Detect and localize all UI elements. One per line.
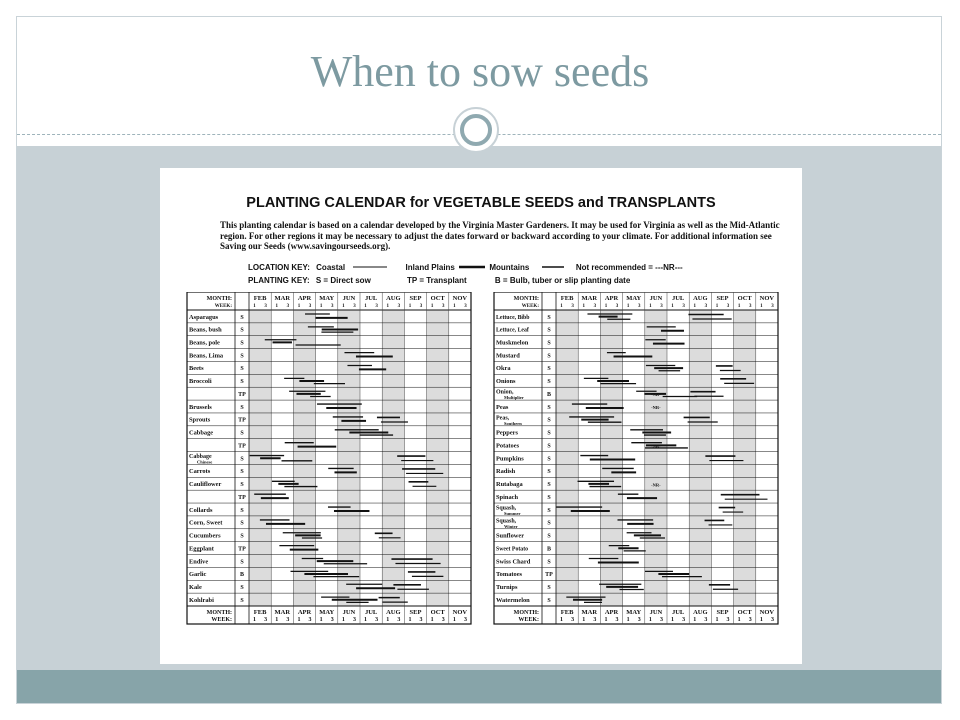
planting-code: S [547, 430, 551, 437]
week-number: 1 [297, 304, 301, 309]
week-number: 1 [341, 617, 345, 623]
planting-code: S [240, 404, 244, 411]
crop-subname: Multiplier [504, 395, 524, 401]
crop-name: Asparagus [189, 313, 219, 321]
planting-code: S [547, 469, 551, 476]
table-row [496, 404, 661, 411]
table-row [189, 520, 305, 527]
month-apr: APR [297, 295, 312, 302]
week-number: 1 [430, 617, 434, 623]
planting-code: B [546, 391, 552, 398]
planting-code: TP [238, 443, 246, 450]
month-label: MONTH: [513, 296, 539, 302]
crop-name: Peas [496, 403, 509, 411]
planting-key-direct-sow: S = Direct sow [315, 276, 371, 285]
crop-name: Lettuce, Bibb [496, 314, 530, 321]
week-number: 1 [319, 304, 323, 309]
planting-code: S [240, 597, 244, 604]
crop-name: Potatoes [496, 442, 520, 450]
planting-code: S [240, 353, 244, 360]
not-recommended-mark: -NR- [651, 392, 661, 398]
month-may: MAY [626, 295, 642, 302]
week-number: 3 [397, 304, 401, 309]
week-number: 3 [749, 304, 752, 309]
slide-title: When to sow seeds [310, 47, 650, 96]
planting-code: S [547, 456, 551, 463]
crop-name: Radish [496, 468, 516, 476]
crop-name: Turnips [496, 584, 518, 592]
planting-code: S [240, 456, 244, 463]
document-title: PLANTING CALENDAR for VEGETABLE SEEDS and TRANSPLANTS [246, 195, 716, 211]
crop-name: Lettuce, Leaf [496, 327, 529, 334]
planting-code: S [547, 507, 551, 514]
week-number: 3 [660, 304, 663, 309]
crop-name: Garlic [189, 571, 207, 579]
month-sep: SEP [716, 295, 729, 302]
month-label: MONTH: [513, 610, 539, 616]
planting-key [248, 276, 630, 285]
week-number: 3 [397, 617, 401, 623]
month-label: MONTH: [206, 296, 232, 302]
crop-subname: Chinese [197, 459, 213, 465]
table-row [496, 494, 767, 501]
planting-code: S [547, 533, 551, 540]
month-jun: JUN [649, 295, 663, 302]
planting-code: S [240, 507, 244, 514]
crop-name: Muskmelon [496, 339, 529, 347]
crop-name: Brussels [189, 403, 212, 411]
week-number: 1 [604, 304, 608, 309]
week-number: 1 [319, 617, 323, 623]
month-feb: FEB [253, 609, 267, 616]
crop-name: Mustard [496, 352, 520, 360]
week-number: 1 [560, 304, 563, 309]
month-nov: NOV [759, 609, 775, 616]
table-row [496, 533, 665, 540]
planting-code: B [546, 546, 552, 553]
week-number: 3 [571, 617, 575, 623]
week-number: 3 [375, 617, 379, 623]
planting-code: S [547, 494, 551, 501]
crop-name: Beans, Lima [189, 352, 224, 360]
divider-circle-ornament [453, 107, 499, 153]
crop-subname: Winter [504, 523, 518, 529]
planting-key-bulb: B = Bulb, tuber or slip planting date [494, 276, 631, 285]
not-recommended-mark: -NR- [651, 443, 661, 449]
week-number: 1 [693, 304, 696, 309]
crop-name: Cauliflower [189, 481, 222, 489]
week-number: 1 [671, 304, 674, 309]
table-row [189, 327, 358, 334]
crop-name: Endive [189, 558, 209, 566]
crop-name: Sweet Potato [496, 546, 529, 553]
crop-name: Cabbage [189, 454, 212, 460]
month-nov: NOV [452, 609, 468, 616]
week-number: 3 [615, 617, 619, 623]
crop-name: Onion, [496, 389, 514, 396]
crop-name: Watermelon [496, 596, 530, 604]
week-number: 1 [560, 617, 564, 623]
week-number: 1 [408, 304, 412, 309]
table-row [496, 597, 606, 604]
week-number: 3 [682, 304, 685, 309]
planting-code: S [547, 417, 551, 424]
week-number: 1 [453, 304, 456, 309]
planting-code: S [547, 340, 551, 347]
planting-code: TP [545, 572, 553, 579]
week-number: 1 [760, 304, 763, 309]
week-number: 3 [308, 304, 312, 309]
planting-code: S [547, 482, 551, 489]
week-number: 1 [649, 304, 652, 309]
month-shade [427, 310, 449, 606]
week-number: 3 [593, 304, 597, 309]
week-number: 3 [308, 617, 312, 623]
month-jun: JUN [649, 609, 663, 616]
crop-name: Rutabaga [496, 481, 523, 489]
planting-code: S [547, 366, 551, 373]
month-mar: MAR [274, 609, 291, 616]
planting-code: S [240, 430, 244, 437]
month-may: MAY [626, 609, 642, 616]
week-number: 1 [582, 304, 585, 309]
month-apr: APR [604, 295, 619, 302]
crop-name: Beans, bush [189, 326, 222, 334]
week-number: 1 [386, 617, 390, 623]
month-mar: MAR [274, 295, 291, 302]
month-label: MONTH: [206, 610, 232, 616]
week-number: 1 [297, 617, 301, 623]
week-number: 3 [637, 617, 641, 623]
planting-code: S [547, 353, 551, 360]
planting-code: TP [238, 546, 246, 553]
week-number: 1 [737, 617, 741, 623]
month-jun: JUN [342, 609, 356, 616]
month-apr: APR [604, 609, 619, 616]
planting-code: S [240, 314, 244, 321]
week-label: WEEK: [214, 304, 232, 309]
week-number: 1 [715, 617, 719, 623]
planting-calendar-tables [160, 292, 802, 632]
table-row [496, 571, 702, 578]
crop-name: Kohlrabi [189, 596, 214, 604]
location-key-not-recommended: Not recommended = ---NR--- [575, 263, 683, 272]
week-number: 1 [275, 617, 279, 623]
month-may: MAY [319, 295, 335, 302]
planting-code: S [547, 327, 551, 334]
week-number: 1 [408, 617, 412, 623]
week-number: 3 [571, 304, 574, 309]
week-number: 3 [330, 617, 334, 623]
planting-code: S [240, 520, 244, 527]
month-shade [734, 310, 756, 606]
week-number: 3 [748, 617, 752, 623]
week-number: 3 [286, 304, 290, 309]
table-row [189, 468, 443, 475]
planting-code: S [547, 597, 551, 604]
month-mar: MAR [581, 609, 598, 616]
month-oct: OCT [430, 295, 445, 302]
planting-code: S [240, 340, 244, 347]
table-row [496, 481, 661, 488]
month-mar: MAR [581, 295, 598, 302]
month-oct: OCT [430, 609, 445, 616]
week-number: 3 [726, 304, 730, 309]
crop-subname: Southern [504, 420, 522, 426]
crop-name: Cabbage [189, 429, 214, 437]
week-label: WEEK: [518, 617, 539, 623]
month-oct: OCT [737, 609, 752, 616]
location-key [248, 262, 683, 272]
week-number: 1 [275, 304, 278, 309]
week-number: 3 [353, 304, 356, 309]
month-aug: AUG [386, 295, 401, 302]
week-number: 1 [604, 617, 608, 623]
month-shade [382, 310, 404, 606]
month-oct: OCT [737, 295, 752, 302]
planting-code: S [240, 379, 244, 386]
week-number: 1 [671, 617, 675, 623]
crop-name: Onions [496, 378, 516, 386]
week-number: 3 [264, 304, 267, 309]
table-row [189, 404, 362, 411]
week-number: 3 [442, 304, 445, 309]
planting-key-transplant: TP = Transplant [407, 276, 467, 285]
crop-name: Squash, [496, 518, 517, 525]
planting-code: S [547, 379, 551, 386]
crop-name: Squash, [496, 505, 517, 512]
week-number: 3 [286, 617, 290, 623]
planting-code: S [547, 520, 551, 527]
week-number: 1 [693, 617, 697, 623]
month-aug: AUG [386, 609, 401, 616]
table-row [496, 378, 754, 385]
coastal-line-sample [353, 262, 387, 270]
week-number: 3 [264, 617, 268, 623]
crop-subname: Summer [504, 510, 521, 516]
month-nov: NOV [452, 295, 468, 302]
document-intro: This planting calendar is based on a calendar developed by the Virginia Master Gardeners. It may be used for Virginia as well as the Mid-Atlantic region. For other regions it may be necessary to adjust the dates forward or backward according to your climate. For additional information see Saving our Seeds (www.savingourseeds.org). [220, 220, 780, 251]
location-key-inland: Inland Plains [405, 263, 455, 272]
crop-name: Collards [189, 506, 213, 514]
planting-code: S [240, 533, 244, 540]
inland-line-sample [459, 262, 485, 270]
week-number: 3 [352, 617, 356, 623]
week-number: 1 [253, 617, 257, 623]
crop-name: Beets [189, 365, 204, 373]
planting-code: S [240, 469, 244, 476]
week-number: 3 [441, 617, 445, 623]
planting-code: S [547, 585, 551, 592]
crop-name: Peppers [496, 429, 519, 437]
crop-name: Kale [189, 584, 202, 592]
week-number: 1 [582, 617, 586, 623]
week-number: 1 [342, 304, 345, 309]
crop-name: Beans, pole [189, 339, 220, 347]
month-jul: JUL [364, 295, 378, 302]
week-number: 3 [682, 617, 686, 623]
crop-name: Corn, Sweet [189, 519, 223, 527]
month-feb: FEB [560, 609, 574, 616]
week-number: 1 [452, 617, 456, 623]
crop-name: Swiss Chard [496, 558, 531, 566]
planting-code: S [547, 559, 551, 566]
week-number: 3 [375, 304, 378, 309]
planting-code: S [240, 585, 244, 592]
mountains-line-sample [542, 262, 564, 270]
month-sep: SEP [716, 609, 729, 616]
month-shade [645, 310, 667, 606]
month-nov: NOV [759, 295, 775, 302]
month-shade [556, 310, 578, 606]
crop-name: Eggplant [189, 545, 214, 553]
week-number: 1 [364, 617, 368, 623]
week-number: 3 [464, 304, 467, 309]
week-number: 3 [704, 617, 708, 623]
not-recommended-mark: -NR- [651, 405, 661, 411]
crop-name: Peas, [496, 415, 510, 422]
week-number: 3 [463, 617, 467, 623]
left-calendar-table [187, 292, 471, 624]
planting-code: S [240, 559, 244, 566]
planting-code: S [547, 314, 551, 321]
week-number: 1 [715, 304, 719, 309]
crop-name: Tomatoes [496, 571, 523, 579]
location-key-mountains: Mountains [489, 263, 530, 272]
week-number: 3 [593, 617, 597, 623]
week-number: 1 [626, 617, 630, 623]
week-number: 3 [638, 304, 641, 309]
crop-name: Okra [496, 365, 511, 373]
planting-code: S [240, 482, 244, 489]
table-row [496, 442, 688, 449]
planting-code: TP [238, 494, 246, 501]
month-feb: FEB [253, 295, 267, 302]
week-number: 3 [704, 304, 708, 309]
month-shade [293, 310, 315, 606]
week-number: 1 [253, 304, 256, 309]
week-number: 1 [737, 304, 741, 309]
month-jul: JUL [671, 609, 685, 616]
week-label: WEEK: [211, 617, 232, 623]
week-number: 3 [726, 617, 730, 623]
table-row [189, 352, 393, 359]
week-number: 3 [770, 617, 774, 623]
week-number: 1 [386, 304, 389, 309]
crop-name: Sprouts [189, 416, 211, 424]
week-number: 1 [430, 304, 434, 309]
planting-code: TP [238, 417, 246, 424]
crop-name: Cucumbers [189, 532, 221, 540]
week-number: 3 [419, 304, 423, 309]
crop-name: Carrots [189, 468, 211, 476]
table-row [189, 430, 393, 437]
month-jun: JUN [342, 295, 356, 302]
month-aug: AUG [693, 295, 708, 302]
table-row [189, 571, 443, 578]
footer-bar [17, 670, 941, 703]
right-calendar-table [494, 292, 778, 624]
week-number: 1 [364, 304, 367, 309]
crop-name: Spinach [496, 493, 519, 501]
planting-code: S [547, 404, 551, 411]
planting-code: B [239, 572, 245, 579]
month-aug: AUG [693, 609, 708, 616]
week-number: 3 [615, 304, 619, 309]
location-key-label: LOCATION KEY: [248, 263, 310, 272]
crop-name: Sunflower [496, 532, 525, 540]
crop-name: Pumpkins [496, 455, 524, 463]
planting-code: S [240, 327, 244, 334]
week-number: 1 [626, 304, 630, 309]
location-key-coastal: Coastal [316, 263, 346, 272]
planting-code: S [240, 366, 244, 373]
month-feb: FEB [560, 295, 574, 302]
planting-calendar-document [160, 168, 802, 664]
month-sep: SEP [409, 295, 422, 302]
month-sep: SEP [409, 609, 422, 616]
week-number: 3 [331, 304, 334, 309]
month-jul: JUL [671, 295, 685, 302]
week-number: 1 [759, 617, 763, 623]
planting-code: TP [238, 391, 246, 398]
month-may: MAY [319, 609, 335, 616]
week-number: 1 [648, 617, 652, 623]
planting-key-label: PLANTING KEY: [248, 276, 310, 285]
week-number: 3 [659, 617, 663, 623]
week-label: WEEK: [521, 304, 539, 309]
not-recommended-mark: -NR- [651, 482, 661, 488]
month-jul: JUL [364, 609, 378, 616]
month-shade [689, 310, 711, 606]
planting-code: S [547, 443, 551, 450]
month-apr: APR [297, 609, 312, 616]
week-number: 3 [771, 304, 774, 309]
week-number: 3 [419, 617, 423, 623]
crop-name: Broccoli [189, 378, 212, 386]
